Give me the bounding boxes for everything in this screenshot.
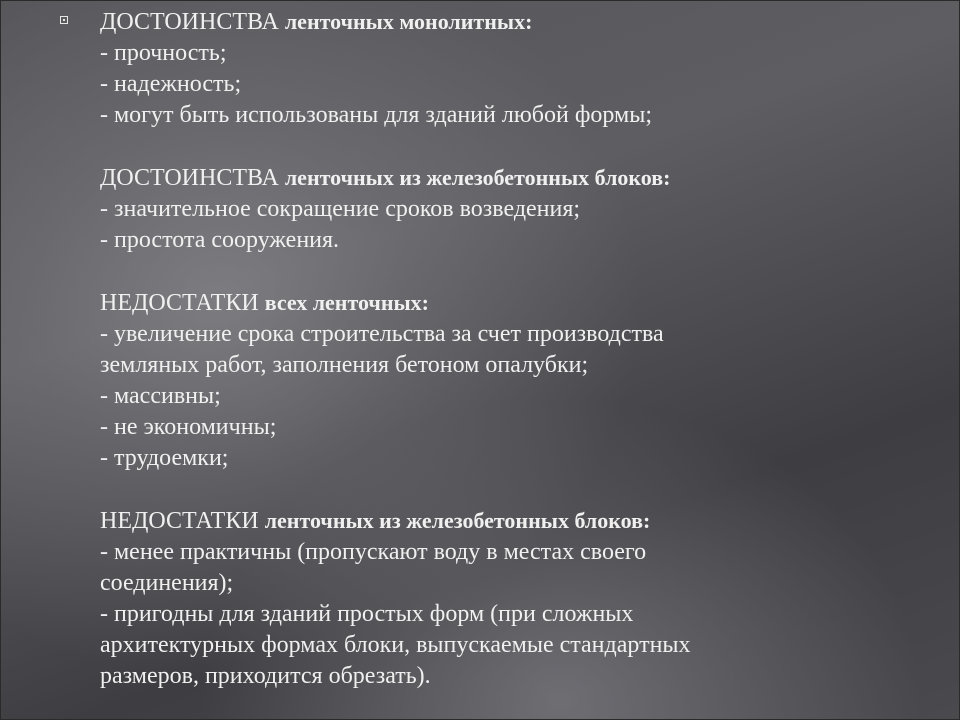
section-heading: [100, 287, 920, 319]
list-item: - значительное сокращение сроков возведения;: [100, 196, 581, 222]
spacer: [100, 256, 920, 287]
list-item: - надежность;: [100, 71, 242, 97]
heading-normal: ДОСТОИНСТВА: [100, 165, 279, 191]
list-item: - пригодны для зданий простых форм (при сложных: [100, 601, 634, 627]
heading-normal: НЕДОСТАТКИ: [100, 290, 259, 316]
list-item: - трудоемки;: [100, 445, 229, 471]
list-item: - прочность;: [100, 40, 227, 66]
section-heading: [100, 6, 920, 38]
list-item: - простота сооружения.: [100, 227, 340, 253]
heading-bold: всех ленточных:: [264, 290, 430, 315]
list-item: архитектурных формах блоки, выпускаемые стандартных: [100, 632, 691, 658]
heading-bold: ленточных монолитных:: [284, 9, 533, 34]
list-item: - не экономичны;: [100, 414, 277, 440]
section-heading: [100, 162, 920, 194]
spacer: [100, 474, 920, 505]
list-item: - могут быть использованы для зданий любой формы;: [100, 102, 652, 128]
bullet-text: [100, 6, 920, 692]
square-bullet-icon: [60, 16, 68, 24]
section-heading: [100, 505, 920, 537]
heading-bold: ленточных из железобетонных блоков:: [264, 508, 651, 533]
list-item: - массивны;: [100, 383, 221, 409]
list-item: размеров, приходится обрезать).: [100, 663, 431, 689]
list-item: - увеличение срока строительства за счет производства: [100, 321, 664, 347]
heading-normal: ДОСТОИНСТВА: [100, 9, 279, 35]
list-item: земляных работ, заполнения бетоном опалубки;: [100, 352, 589, 378]
heading-normal: НЕДОСТАТКИ: [100, 508, 259, 534]
list-item: - менее практичны (пропускают воду в местах своего: [100, 539, 647, 565]
list-item: соединения);: [100, 570, 234, 596]
heading-bold: ленточных из железобетонных блоков:: [284, 165, 671, 190]
spacer: [100, 131, 920, 162]
